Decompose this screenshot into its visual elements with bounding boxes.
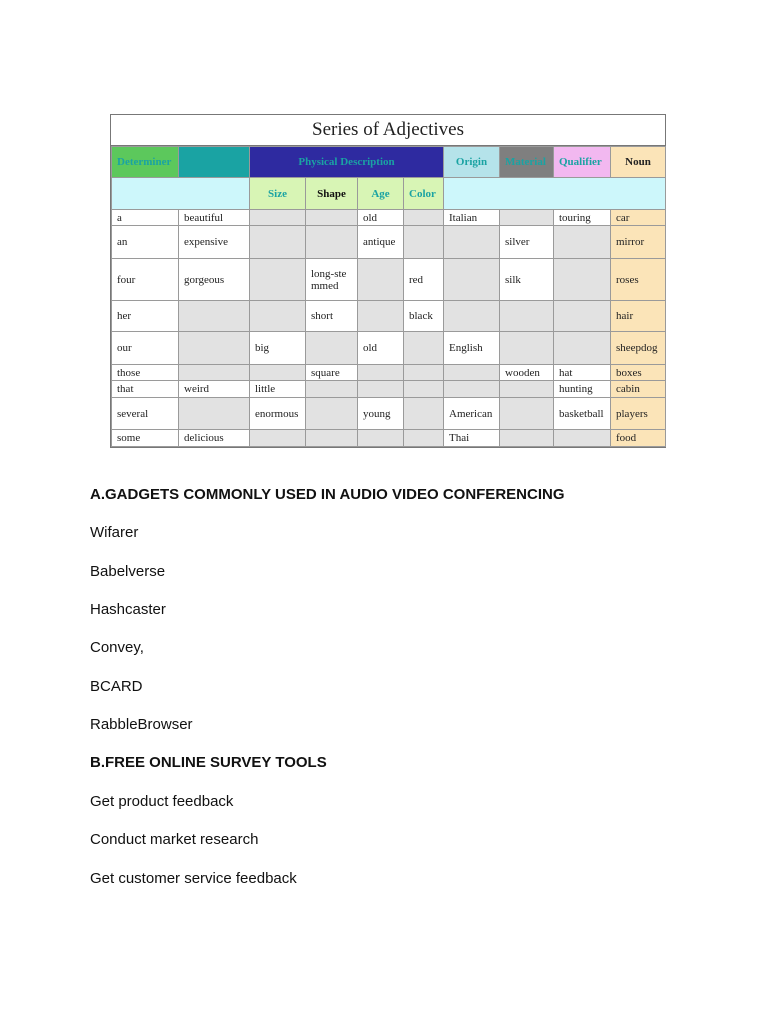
figure-title: Series of Adjectives xyxy=(111,115,665,146)
cell-size xyxy=(250,226,306,259)
cell-determiner: four xyxy=(112,259,179,301)
cell-size: big xyxy=(250,332,306,365)
cell-shape: long-stemmed xyxy=(306,259,358,301)
cell-noun: mirror xyxy=(611,226,666,259)
cell-material: wooden xyxy=(500,365,554,381)
header-origin: Origin xyxy=(444,147,500,178)
cell-noun: roses xyxy=(611,259,666,301)
cell-shape xyxy=(306,398,358,430)
cell-determiner: her xyxy=(112,301,179,332)
cell-size xyxy=(250,365,306,381)
table-subheader-row xyxy=(112,178,666,210)
cell-origin xyxy=(444,259,500,301)
cell-color xyxy=(404,365,444,381)
cell-noun: players xyxy=(611,398,666,430)
list-item: Conduct market research xyxy=(90,831,259,848)
cell-determiner: several xyxy=(112,398,179,430)
list-item: Wifarer xyxy=(90,524,139,541)
heading-gadgets: A.GADGETS COMMONLY USED IN AUDIO VIDEO CONFERENCING xyxy=(90,486,565,503)
cell-shape: square xyxy=(306,365,358,381)
subheader-color: Color xyxy=(404,178,444,210)
cell-size xyxy=(250,301,306,332)
cell-origin: English xyxy=(444,332,500,365)
table-header-row xyxy=(112,147,666,178)
list-item: Get customer service feedback xyxy=(90,870,297,887)
cell-shape xyxy=(306,381,358,398)
header-blank xyxy=(179,147,250,178)
subheader-blank-left xyxy=(112,178,250,210)
cell-qualifier xyxy=(554,259,611,301)
header-qualifier: Qualifier xyxy=(554,147,611,178)
cell-determiner: those xyxy=(112,365,179,381)
cell-qualifier xyxy=(554,430,611,447)
cell-origin xyxy=(444,381,500,398)
table-row xyxy=(112,301,666,332)
cell-color xyxy=(404,332,444,365)
cell-material: silk xyxy=(500,259,554,301)
cell-adjective: weird xyxy=(179,381,250,398)
cell-adjective xyxy=(179,365,250,381)
cell-determiner: a xyxy=(112,210,179,226)
table-row xyxy=(112,365,666,381)
header-physical-description: Physical Description xyxy=(250,147,444,178)
adjectives-figure xyxy=(110,114,666,448)
cell-qualifier: touring xyxy=(554,210,611,226)
cell-age: old xyxy=(358,332,404,365)
cell-qualifier xyxy=(554,301,611,332)
table-row xyxy=(112,381,666,398)
cell-shape xyxy=(306,210,358,226)
cell-adjective: expensive xyxy=(179,226,250,259)
cell-noun: food xyxy=(611,430,666,447)
cell-adjective xyxy=(179,398,250,430)
cell-material xyxy=(500,301,554,332)
table-row xyxy=(112,210,666,226)
cell-noun: boxes xyxy=(611,365,666,381)
table-row xyxy=(112,332,666,365)
cell-age xyxy=(358,365,404,381)
heading-survey-tools: B.FREE ONLINE SURVEY TOOLS xyxy=(90,754,327,771)
cell-color xyxy=(404,210,444,226)
cell-adjective: gorgeous xyxy=(179,259,250,301)
list-item: Get product feedback xyxy=(90,793,234,810)
cell-color xyxy=(404,430,444,447)
cell-shape xyxy=(306,332,358,365)
cell-size: little xyxy=(250,381,306,398)
cell-origin: Italian xyxy=(444,210,500,226)
cell-size xyxy=(250,210,306,226)
cell-origin: American xyxy=(444,398,500,430)
table-body xyxy=(112,210,666,447)
cell-material xyxy=(500,332,554,365)
list-item: Babelverse xyxy=(90,563,166,580)
cell-shape: short xyxy=(306,301,358,332)
table-row xyxy=(112,226,666,259)
cell-noun: hair xyxy=(611,301,666,332)
cell-determiner: some xyxy=(112,430,179,447)
cell-size xyxy=(250,430,306,447)
cell-adjective xyxy=(179,332,250,365)
cell-age: antique xyxy=(358,226,404,259)
cell-age: old xyxy=(358,210,404,226)
cell-noun: car xyxy=(611,210,666,226)
table-row xyxy=(112,430,666,447)
cell-shape xyxy=(306,226,358,259)
cell-origin xyxy=(444,365,500,381)
cell-determiner: an xyxy=(112,226,179,259)
cell-color: red xyxy=(404,259,444,301)
cell-size xyxy=(250,259,306,301)
subheader-shape: Shape xyxy=(306,178,358,210)
cell-adjective: beautiful xyxy=(179,210,250,226)
cell-material: silver xyxy=(500,226,554,259)
cell-origin xyxy=(444,226,500,259)
table-row xyxy=(112,259,666,301)
cell-shape xyxy=(306,430,358,447)
list-item: RabbleBrowser xyxy=(90,716,193,733)
list-item: Hashcaster xyxy=(90,601,166,618)
cell-determiner: our xyxy=(112,332,179,365)
header-material: Material xyxy=(500,147,554,178)
adjectives-table xyxy=(111,146,666,447)
cell-age xyxy=(358,381,404,398)
subheader-size: Size xyxy=(250,178,306,210)
cell-color xyxy=(404,398,444,430)
cell-adjective xyxy=(179,301,250,332)
cell-material xyxy=(500,398,554,430)
cell-qualifier: basketball xyxy=(554,398,611,430)
cell-age xyxy=(358,430,404,447)
cell-age xyxy=(358,259,404,301)
header-determiner: Determiner xyxy=(112,147,179,178)
cell-qualifier xyxy=(554,332,611,365)
cell-color: black xyxy=(404,301,444,332)
cell-color xyxy=(404,381,444,398)
table-row xyxy=(112,398,666,430)
cell-color xyxy=(404,226,444,259)
cell-material xyxy=(500,430,554,447)
cell-origin xyxy=(444,301,500,332)
subheader-blank-right xyxy=(444,178,666,210)
cell-material xyxy=(500,381,554,398)
subheader-age: Age xyxy=(358,178,404,210)
header-noun: Noun xyxy=(611,147,666,178)
cell-material xyxy=(500,210,554,226)
cell-size: enormous xyxy=(250,398,306,430)
cell-origin: Thai xyxy=(444,430,500,447)
cell-qualifier: hat xyxy=(554,365,611,381)
cell-age: young xyxy=(358,398,404,430)
list-item: Convey, xyxy=(90,639,144,656)
cell-noun: sheepdog xyxy=(611,332,666,365)
list-item: BCARD xyxy=(90,678,143,695)
cell-age xyxy=(358,301,404,332)
cell-qualifier: hunting xyxy=(554,381,611,398)
cell-noun: cabin xyxy=(611,381,666,398)
cell-qualifier xyxy=(554,226,611,259)
cell-determiner: that xyxy=(112,381,179,398)
cell-adjective: delicious xyxy=(179,430,250,447)
